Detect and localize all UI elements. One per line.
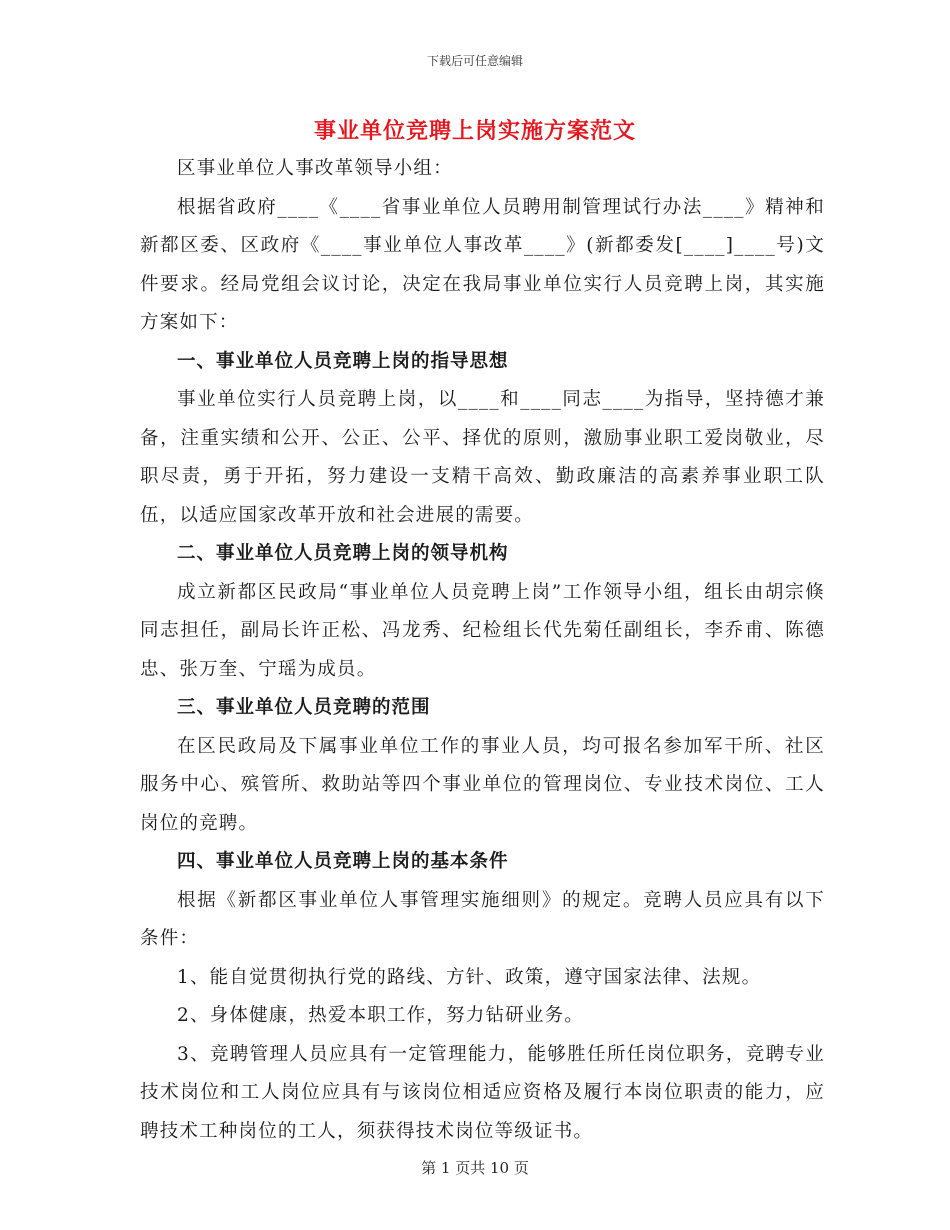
intro-paragraph: 根据省政府____《____省事业单位人员聘用制管理试行办法____》精神和新都区委、区政府《____事业单位人事改革____》(新都委发[____]____号)文件要求。经局党组会议讨论，决定在我局事业单位实行人员竞聘上岗，其实施方案如下： bbox=[140, 196, 825, 333]
salutation-paragraph: 区事业单位人事改革领导小组： bbox=[177, 158, 453, 179]
header-note: 下载后可任意编辑 bbox=[426, 54, 523, 68]
condition-item-2: 2、身体健康，热爱本职工作，努力钻研业务。 bbox=[177, 1005, 584, 1026]
conditions-intro-paragraph: 根据《新都区事业单位人事管理实施细则》的规定。竞聘人员应具有以下条件： bbox=[140, 889, 825, 949]
section-heading-1: 一、事业单位人员竞聘上岗的指导思想 bbox=[177, 350, 509, 372]
leadership-paragraph: 成立新都区民政局“事业单位人员竞聘上岗”工作领导小组，组长由胡宗倏同志担任，副局长许正松、冯龙秀、纪检组长代先菊任副组长，李乔甫、陈德忠、张万奎、宁瑶为成员。 bbox=[140, 581, 825, 680]
document-body bbox=[140, 150, 825, 1151]
section-heading-2: 二、事业单位人员竞聘上岗的领导机构 bbox=[177, 543, 509, 564]
page-footer: 第 1 页共 10 页 bbox=[421, 1159, 529, 1177]
scope-paragraph: 在区民政局及下属事业单位工作的事业人员，均可报名参加军干所、社区服务中心、殡管所、救助站等四个事业单位的管理岗位、专业技术岗位、工人岗位的竞聘。 bbox=[140, 735, 825, 834]
document-title: 事业单位竞聘上岗实施方案范文 bbox=[313, 118, 636, 144]
condition-item-1: 1、能自觉贯彻执行党的路线、方针、政策，遵守国家法律、法规。 bbox=[177, 966, 762, 988]
section-heading-3: 三、事业单位人员竞聘的范围 bbox=[177, 697, 431, 718]
section-heading-4: 四、事业单位人员竞聘上岗的基本条件 bbox=[177, 851, 509, 872]
condition-item-3: 3、竞聘管理人员应具有一定管理能力，能够胜任所任岗位职务，竞聘专业技术岗位和工人岗位应具有与该岗位相适应资格及履行本岗位职责的能力，应聘技术工种岗位的工人，须获得技术岗位等级证书。 bbox=[140, 1043, 825, 1142]
guiding-ideology-paragraph: 事业单位实行人员竞聘上岗，以____和____同志____为指导，坚持德才兼备，注重实绩和公开、公正、公平、择优的原则，激励事业职工爱岗敬业，尽职尽责，勇于开拓，努力建设一支精干高效、勤政廉洁的高素养事业职工队伍，以适应国家改革开放和社会进展的需要。 bbox=[140, 389, 825, 526]
